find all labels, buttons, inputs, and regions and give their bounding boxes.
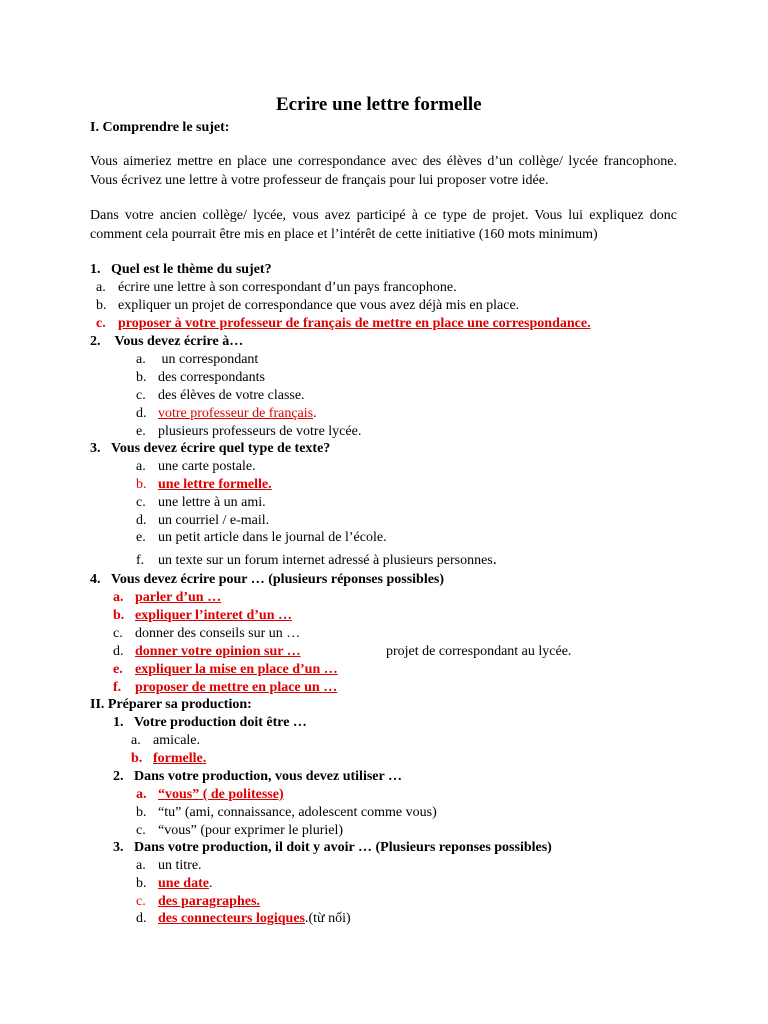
intro-paragraph-2: Dans votre ancien collège/ lycée, vous avez participé à ce type de projet. Vous lui expliquez donc comment cela pourrait être mis en place et l’intérêt de cette initiative (160 mots minimum) [90,208,677,242]
intro-paragraph-1: Vous aimeriez mettre en place une correspondance avec des élèves d’un collège/ lycée francophone. Vous écrivez une lettre à votre professeur de français pour lui proposer votre idée. [90,154,677,188]
q3-option-b-answer: b. une lettre formelle. [136,477,272,492]
section-1-heading: I. Comprendre le sujet: [90,120,230,135]
s2-q3-option-c-answer: c. des paragraphes. [136,894,260,909]
q1-option-a: a. écrire une lettre à son correspondant d’un pays francophone. [96,280,457,295]
q4-option-e-answer: e. expliquer la mise en place d’un … [113,662,338,677]
question-text: Quel est le thème du sujet? [111,262,272,277]
s2-q3-option-d-answer: d. des connecteurs logiques.(từ nối) [136,911,351,926]
s2-question-2: 2. Dans votre production, vous devez utiliser … [113,769,402,784]
question-2: 2. Vous devez écrire à… [90,334,244,349]
q4-option-a-answer: a. parler d’un … [113,590,222,605]
question-number: 1. [90,262,101,277]
s2-q3-option-b-answer: b. une date. [136,876,213,891]
q4-option-d-answer: d. donner votre opinion sur … [113,644,301,659]
s2-question-3: 3. Dans votre production, il doit y avoir … (Plusieurs reponses possibles) [113,840,552,855]
document-title: Ecrire une lettre formelle [276,94,482,115]
s2-q2-option-a-answer: a. “vous” ( de politesse) [136,787,284,802]
q1-option-c-answer: c. proposer à votre professeur de français de mettre en place une correspondance. [96,316,591,331]
q2-option-e: e. plusieurs professeurs de votre lycée. [136,424,362,439]
q2-option-c: c. des élèves de votre classe. [136,388,305,403]
q3-option-f: f. un texte sur un forum internet adressé à plusieurs personnes. [136,551,497,568]
q3-option-a: a. une carte postale. [136,459,256,474]
question-1 [90,261,272,279]
s2-q2-option-b: b. “tu” (ami, connaissance, adolescent comme vous) [136,805,437,820]
s2-question-1: 1. Votre production doit être … [113,715,307,730]
q2-option-b: b. des correspondants [136,370,265,385]
q3-option-e: e. un petit article dans le journal de l’école. [136,530,387,545]
q1-option-b: b. expliquer un projet de correspondance que vous avez déjà mis en place. [96,298,520,313]
q4-option-f-answer: f. proposer de mettre en place un … [113,680,338,695]
q3-option-c: c. une lettre à un ami. [136,495,266,510]
q4-side-note: projet de correspondant au lycée. [386,644,572,659]
q3-option-d: d. un courriel / e-mail. [136,513,270,528]
s2-q1-option-b-answer: b. formelle. [131,751,207,766]
s2-q2-option-c: c. “vous” (pour exprimer le pluriel) [136,823,344,838]
question-3: 3. Vous devez écrire quel type de texte? [90,441,331,456]
s2-q1-option-a: a. amicale. [131,733,201,748]
s2-q3-option-a: a. un titre. [136,858,202,873]
q2-option-a: a. un correspondant [136,352,259,367]
question-4: 4. Vous devez écrire pour … (plusieurs réponses possibles) [90,572,445,587]
q2-option-d-answer: d. votre professeur de français. [136,406,317,421]
q4-option-b-answer: b. expliquer l’interet d’un … [113,608,292,623]
q4-option-c: c. donner des conseils sur un … [113,626,301,641]
section-2-heading: II. Préparer sa production: [90,697,252,712]
